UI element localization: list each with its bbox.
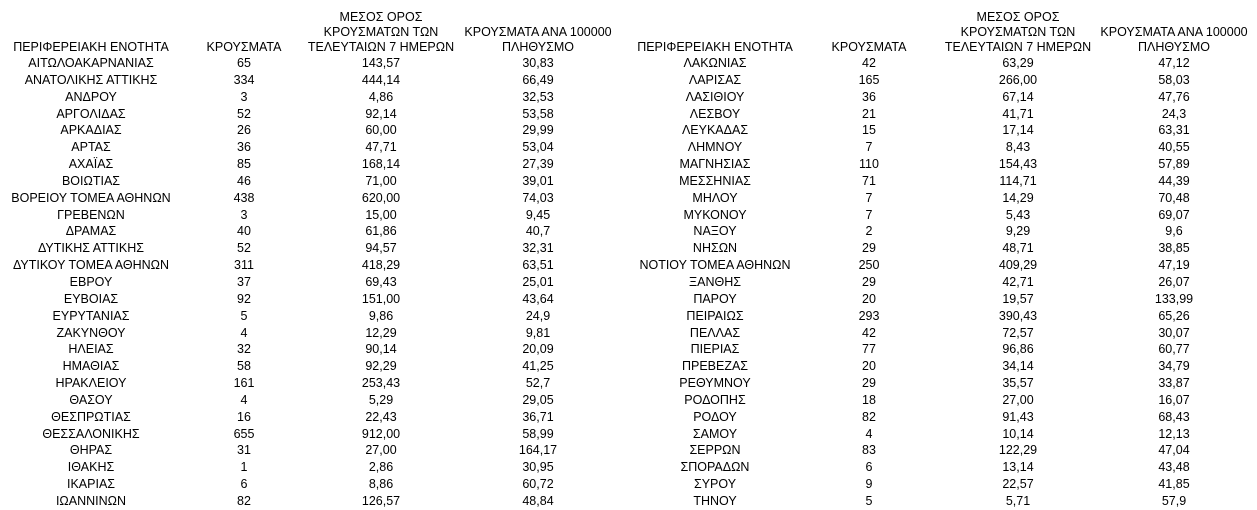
table-row [636,173,1256,190]
cell-region: ΜΕΣΣΗΝΙΑΣ [679,173,751,188]
table-left-half [0,0,620,510]
cell-per-100k: 9,81 [525,325,551,340]
cell-avg-7-days: 5,71 [1005,493,1031,508]
table-row [636,240,1256,257]
cell-per-100k: 40,55 [1158,140,1190,155]
table-row [0,459,620,476]
table-row [636,156,1256,173]
cell-cases: 250 [858,258,880,273]
cell-avg-7-days: 92,29 [365,359,397,374]
cell-region: ΘΕΣΣΑΛΟΝΙΚΗΣ [42,426,140,441]
cell-per-100k: 66,49 [522,72,554,87]
cell-per-100k: 43,48 [1158,460,1190,475]
table-body-right [636,55,1256,510]
cell-avg-7-days: 9,29 [1005,224,1031,239]
cell-region: ΞΑΝΘΗΣ [689,274,741,289]
header-avg-7-days: ΜΕΣΟΣ ΟΡΟΣ ΚΡΟΥΣΜΑΤΩΝ ΤΩΝ ΤΕΛΕΥΤΑΙΩΝ 7 ΗΜΕΡΩΝ [944,10,1092,54]
cell-cases: 29 [862,376,876,391]
cell-region: ΑΧΑΪΑΣ [68,157,114,172]
table-row [0,442,620,459]
cell-avg-7-days: 4,86 [368,89,394,104]
table-row [0,308,620,325]
table-row [0,274,620,291]
cell-cases: 165 [858,72,880,87]
table-row [0,240,620,257]
table-row [636,493,1256,510]
cell-region: ΘΕΣΠΡΩΤΙΑΣ [51,409,131,424]
cell-per-100k: 30,83 [522,56,554,70]
cell-avg-7-days: 61,86 [365,224,397,239]
table-row [0,341,620,358]
cell-avg-7-days: 19,57 [1002,291,1034,306]
table-row [0,139,620,156]
cell-avg-7-days: 91,43 [1002,409,1034,424]
cell-per-100k: 26,07 [1158,274,1190,289]
cell-cases: 36 [237,140,251,155]
table-row [0,106,620,123]
cell-cases: 40 [237,224,251,239]
table-row [636,122,1256,139]
cell-avg-7-days: 35,57 [1002,376,1034,391]
cell-cases: 4 [240,392,248,407]
table-row [636,426,1256,443]
cell-per-100k: 20,09 [522,342,554,357]
cell-cases: 5 [240,308,248,323]
cell-per-100k: 16,07 [1158,392,1190,407]
cell-region: ΘΗΡΑΣ [69,443,113,458]
cell-region: ΑΙΤΩΛΟΑΚΑΡΝΑΝΙΑΣ [28,56,154,70]
cell-avg-7-days: 22,43 [365,409,397,424]
cell-cases: 52 [237,106,251,121]
cell-region: ΣΠΟΡΑΔΩΝ [680,460,750,475]
cell-region: ΛΑΡΙΣΑΣ [688,72,742,87]
table-row [0,426,620,443]
cell-cases: 71 [862,173,876,188]
cell-avg-7-days: 60,00 [365,123,397,138]
table-row [636,89,1256,106]
cell-per-100k: 47,76 [1158,89,1190,104]
cell-cases: 42 [862,325,876,340]
table-row [636,139,1256,156]
cell-cases: 311 [234,258,254,273]
cell-cases: 31 [237,443,251,458]
cell-per-100k: 58,99 [522,426,554,441]
cell-cases: 6 [240,477,248,492]
cell-per-100k: 68,43 [1158,409,1190,424]
cell-per-100k: 24,3 [1161,106,1187,121]
cell-region: ΛΗΜΝΟΥ [687,140,743,155]
cell-avg-7-days: 13,14 [1002,460,1034,475]
cell-cases: 293 [858,308,880,323]
cell-region: ΑΡΤΑΣ [71,140,111,155]
cell-per-100k: 41,25 [522,359,554,374]
cell-per-100k: 40,7 [525,224,551,239]
cell-per-100k: 29,99 [522,123,554,138]
cell-per-100k: 34,79 [1158,359,1190,374]
cell-per-100k: 53,58 [522,106,554,121]
cell-avg-7-days: 12,29 [365,325,397,340]
cell-region: ΗΡΑΚΛΕΙΟΥ [55,376,127,391]
cell-avg-7-days: 143,57 [361,56,401,70]
cell-avg-7-days: 27,00 [1002,392,1034,407]
cell-per-100k: 9,45 [525,207,551,222]
cell-region: ΘΑΣΟΥ [69,392,113,407]
cell-cases: 26 [237,123,251,138]
cell-cases: 161 [233,376,255,391]
cell-avg-7-days: 912,00 [361,426,401,441]
table-row [0,72,620,89]
cell-per-100k: 63,51 [522,258,554,273]
cell-avg-7-days: 154,43 [998,157,1038,172]
cell-region: ΠΑΡΟΥ [693,291,737,306]
table-row [636,375,1256,392]
cell-per-100k: 29,05 [522,392,554,407]
header-cases: ΚΡΟΥΣΜΑΤΑ [831,40,907,54]
cell-region: ΗΜΑΘΙΑΣ [62,359,120,374]
table-row [636,190,1256,207]
table-row [636,72,1256,89]
cell-region: ΝΑΞΟΥ [693,224,737,239]
table-row [636,442,1256,459]
cell-region: ΡΟΔΟΥ [693,409,737,424]
cell-per-100k: 27,39 [522,157,554,172]
cell-cases: 77 [862,342,876,357]
table-row [0,122,620,139]
table-row [636,106,1256,123]
cell-cases: 3 [240,89,248,104]
cell-per-100k: 48,84 [522,493,554,508]
cell-cases: 46 [237,173,251,188]
table-row [636,308,1256,325]
cell-per-100k: 60,77 [1158,342,1190,357]
cell-cases: 20 [862,359,876,374]
cell-region: ΗΛΕΙΑΣ [68,342,114,357]
table-row [0,358,620,375]
header-region: ΠΕΡΙΦΕΡΕΙΑΚΗ ΕΝΟΤΗΤΑ [13,40,169,54]
cell-avg-7-days: 17,14 [1002,123,1034,138]
cell-avg-7-days: 92,14 [365,106,397,121]
cell-cases: 37 [237,274,251,289]
cell-cases: 7 [865,140,873,155]
cell-per-100k: 63,31 [1158,123,1190,138]
table-row [0,409,620,426]
cell-per-100k: 12,13 [1158,426,1190,441]
cell-cases: 438 [233,190,255,205]
cell-region: ΝΟΤΙΟΥ ΤΟΜΕΑ ΑΘΗΝΩΝ [639,258,791,273]
cell-cases: 42 [862,56,876,70]
cell-region: ΑΝΑΤΟΛΙΚΗΣ ΑΤΤΙΚΗΣ [24,72,158,87]
header-avg-7-days: ΜΕΣΟΣ ΟΡΟΣ ΚΡΟΥΣΜΑΤΩΝ ΤΩΝ ΤΕΛΕΥΤΑΙΩΝ 7 ΗΜΕΡΩΝ [307,10,455,54]
cell-cases: 20 [862,291,876,306]
cell-region: ΣΥΡΟΥ [693,477,737,492]
cell-per-100k: 43,64 [522,291,554,306]
cell-region: ΣΕΡΡΩΝ [689,443,741,458]
cell-region: ΛΑΚΩΝΙΑΣ [683,56,747,70]
header-row [0,0,620,55]
table-row [636,325,1256,342]
cell-avg-7-days: 63,29 [1002,56,1034,70]
cell-region: ΕΥΒΟΙΑΣ [63,291,119,306]
table-row [636,55,1256,72]
header-row [636,0,1256,55]
table-row [636,476,1256,493]
cell-cases: 5 [865,493,873,508]
cell-avg-7-days: 15,00 [365,207,397,222]
table-row [636,291,1256,308]
cell-region: ΑΡΚΑΔΙΑΣ [60,123,122,138]
cell-avg-7-days: 5,43 [1005,207,1031,222]
cell-region: ΙΩΑΝΝΙΝΩΝ [55,493,127,508]
cell-avg-7-days: 8,43 [1005,140,1031,155]
cell-per-100k: 53,04 [522,140,554,155]
cell-per-100k: 36,71 [522,409,554,424]
cell-avg-7-days: 5,29 [368,392,394,407]
cell-per-100k: 58,03 [1158,72,1190,87]
cell-avg-7-days: 266,00 [998,72,1038,87]
cell-region: ΜΗΛΟΥ [692,190,738,205]
cell-avg-7-days: 41,71 [1002,106,1034,121]
table-right-half [636,0,1256,510]
cell-region: ΒΟΡΕΙΟΥ ΤΟΜΕΑ ΑΘΗΝΩΝ [11,190,171,205]
cell-per-100k: 65,26 [1158,308,1190,323]
cell-per-100k: 74,03 [522,190,554,205]
cell-per-100k: 57,89 [1158,157,1190,172]
cell-avg-7-days: 390,43 [998,308,1038,323]
cell-per-100k: 57,9 [1161,493,1187,508]
cell-per-100k: 52,7 [525,376,551,391]
cell-cases: 83 [862,443,876,458]
cell-region: ΑΝΔΡΟΥ [65,89,117,104]
cell-per-100k: 133,99 [1154,291,1194,306]
table-row [0,55,620,72]
cell-region: ΣΑΜΟΥ [692,426,738,441]
table-row [0,476,620,493]
table-row [636,257,1256,274]
table-row [0,257,620,274]
cell-cases: 4 [240,325,248,340]
cell-per-100k: 70,48 [1158,190,1190,205]
cell-region: ΠΙΕΡΙΑΣ [690,342,740,357]
table-row [0,190,620,207]
cell-region: ΕΥΡΥΤΑΝΙΑΣ [52,308,130,323]
cell-per-100k: 47,19 [1158,258,1190,273]
cell-per-100k: 60,72 [522,477,554,492]
cell-cases: 52 [237,241,251,256]
header-per-100k: ΚΡΟΥΣΜΑΤΑ ΑΝΑ 100000 ΠΛΗΘΥΣΜΟ [1100,25,1248,54]
cell-per-100k: 39,01 [522,173,554,188]
table-row [0,291,620,308]
table-row [0,89,620,106]
cell-avg-7-days: 69,43 [365,274,397,289]
table-row [0,493,620,510]
cell-cases: 65 [237,56,251,70]
cell-cases: 92 [237,291,251,306]
cell-cases: 7 [865,207,873,222]
cell-avg-7-days: 90,14 [365,342,397,357]
cell-cases: 82 [237,493,251,508]
table-row [0,392,620,409]
cell-cases: 334 [233,72,255,87]
cell-avg-7-days: 444,14 [361,72,401,87]
cell-avg-7-days: 10,14 [1002,426,1034,441]
cell-avg-7-days: 94,57 [365,241,397,256]
cell-per-100k: 38,85 [1158,241,1190,256]
table-body-left [0,55,620,510]
cell-cases: 29 [862,241,876,256]
cell-avg-7-days: 122,29 [998,443,1038,458]
cell-per-100k: 25,01 [522,274,554,289]
table-row [0,223,620,240]
cell-cases: 110 [859,157,879,172]
cell-avg-7-days: 126,57 [361,493,401,508]
cell-region: ΒΟΙΩΤΙΑΣ [61,173,121,188]
cell-cases: 58 [237,359,251,374]
cell-avg-7-days: 22,57 [1002,477,1034,492]
cell-region: ΑΡΓΟΛΙΔΑΣ [56,106,126,121]
cell-region: ΛΕΥΚΑΔΑΣ [681,123,749,138]
table-row [0,207,620,224]
cell-cases: 2 [865,224,873,239]
cell-cases: 82 [862,409,876,424]
cell-cases: 36 [862,89,876,104]
cell-region: ΕΒΡΟΥ [69,274,113,289]
cases-table-right [636,0,1256,510]
cell-region: ΠΕΙΡΑΙΩΣ [686,308,744,323]
cell-per-100k: 30,07 [1158,325,1190,340]
cell-avg-7-days: 34,14 [1002,359,1034,374]
cell-avg-7-days: 620,00 [361,190,401,205]
header-region: ΠΕΡΙΦΕΡΕΙΑΚΗ ΕΝΟΤΗΤΑ [637,40,793,54]
cell-cases: 7 [865,190,873,205]
table-row [636,459,1256,476]
cell-region: ΡΟΔΟΠΗΣ [684,392,746,407]
cell-per-100k: 9,6 [1165,224,1183,239]
cell-region: ΙΘΑΚΗΣ [67,460,115,475]
cell-avg-7-days: 253,43 [361,376,401,391]
cell-region: ΓΡΕΒΕΝΩΝ [57,207,125,222]
cell-region: ΛΕΣΒΟΥ [689,106,741,121]
cell-avg-7-days: 9,86 [368,308,394,323]
cell-cases: 85 [237,157,251,172]
cell-per-100k: 32,31 [522,241,554,256]
table-row [636,274,1256,291]
cell-per-100k: 47,12 [1158,56,1190,70]
table-row [636,207,1256,224]
cell-avg-7-days: 67,14 [1002,89,1034,104]
cell-avg-7-days: 114,71 [999,173,1037,188]
cell-cases: 6 [865,460,873,475]
table-row [0,325,620,342]
cell-region: ΔΡΑΜΑΣ [65,224,117,239]
cell-per-100k: 30,95 [522,460,554,475]
cell-region: ΝΗΣΩΝ [692,241,738,256]
cell-avg-7-days: 47,71 [365,140,397,155]
cell-region: ΜΑΓΝΗΣΙΑΣ [679,157,751,172]
cell-avg-7-days: 71,00 [365,173,397,188]
table-row [0,156,620,173]
cell-avg-7-days: 42,71 [1002,274,1034,289]
cell-avg-7-days: 409,29 [998,258,1038,273]
cell-region: ΡΕΘΥΜΝΟΥ [679,376,751,391]
cell-region: ΖΑΚΥΝΘΟΥ [56,325,126,340]
cell-avg-7-days: 96,86 [1002,342,1034,357]
table-row [636,392,1256,409]
cell-avg-7-days: 72,57 [1002,325,1034,340]
cell-cases: 15 [862,123,876,138]
cell-per-100k: 44,39 [1158,173,1190,188]
table-row [636,358,1256,375]
cell-avg-7-days: 2,86 [368,460,394,475]
cell-avg-7-days: 8,86 [368,477,394,492]
cell-region: ΔΥΤΙΚΗΣ ΑΤΤΙΚΗΣ [38,241,144,256]
table-row [636,409,1256,426]
cell-per-100k: 47,04 [1158,443,1190,458]
cell-avg-7-days: 27,00 [365,443,397,458]
header-per-100k: ΚΡΟΥΣΜΑΤΑ ΑΝΑ 100000 ΠΛΗΘΥΣΜΟ [464,25,612,54]
cell-cases: 18 [862,392,876,407]
cell-region: ΜΥΚΟΝΟΥ [683,207,747,222]
cell-avg-7-days: 418,29 [361,258,401,273]
cell-per-100k: 164,17 [518,443,558,458]
cell-region: ΠΡΕΒΕΖΑΣ [681,359,749,374]
table-row [0,375,620,392]
cell-avg-7-days: 151,00 [361,291,401,306]
cell-avg-7-days: 14,29 [1002,190,1034,205]
cell-cases: 21 [862,106,876,121]
cell-cases: 3 [240,207,248,222]
cell-avg-7-days: 168,14 [361,157,401,172]
cell-region: ΙΚΑΡΙΑΣ [66,477,116,492]
cell-region: ΔΥΤΙΚΟΥ ΤΟΜΕΑ ΑΘΗΝΩΝ [12,258,170,273]
table-row [636,223,1256,240]
cell-per-100k: 69,07 [1158,207,1190,222]
cases-table-left [0,0,620,510]
table-row [0,173,620,190]
cell-cases: 1 [240,460,248,475]
table-row [636,341,1256,358]
cell-per-100k: 41,85 [1158,477,1190,492]
cell-region: ΛΑΣΙΘΙΟΥ [685,89,745,104]
cell-cases: 29 [862,274,876,289]
cell-cases: 4 [865,426,873,441]
cell-cases: 16 [237,409,251,424]
cell-per-100k: 24,9 [525,308,551,323]
cell-region: ΠΕΛΛΑΣ [689,325,741,340]
cell-region: ΤΗΝΟΥ [693,493,737,508]
cell-cases: 655 [233,426,255,441]
cell-per-100k: 32,53 [522,89,554,104]
cell-avg-7-days: 48,71 [1002,241,1034,256]
cell-per-100k: 33,87 [1158,376,1190,391]
header-cases: ΚΡΟΥΣΜΑΤΑ [206,40,282,54]
cell-cases: 32 [237,342,251,357]
cell-cases: 9 [865,477,873,492]
